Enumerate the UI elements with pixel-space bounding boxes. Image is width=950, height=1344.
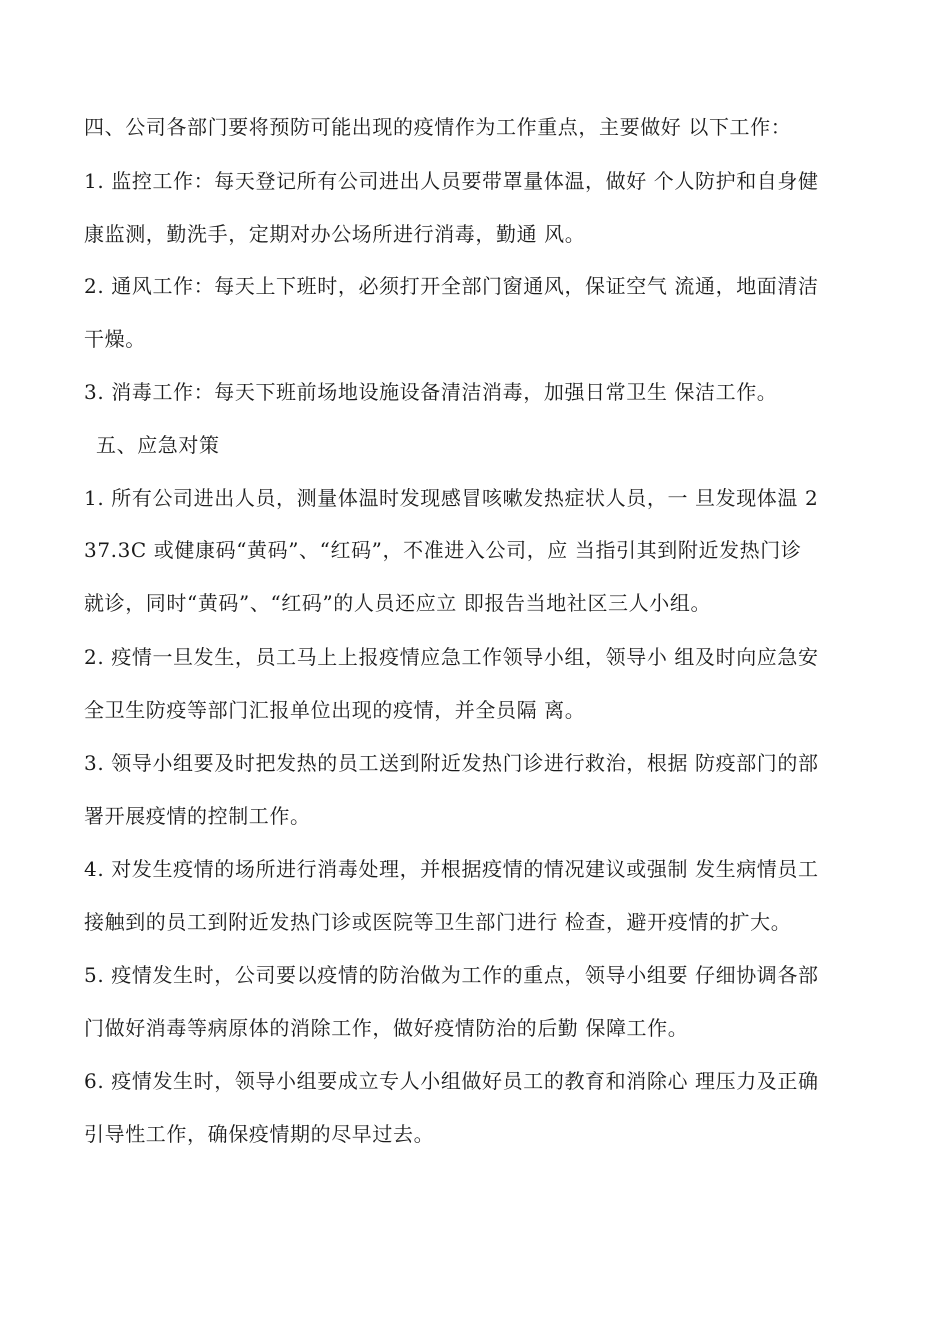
- paragraph-line: 2. 通风工作：每天上下班时，必须打开全部门窗通风，保证空气 流通，地面清洁: [84, 274, 819, 298]
- paragraph-line: 引导性工作，确保疫情期的尽早过去。: [84, 1122, 435, 1146]
- section-heading-4: 四、公司各部门要将预防可能出现的疫情作为工作重点，主要做好 以下工作：: [84, 115, 792, 139]
- paragraph-line: 4. 对发生疫情的场所进行消毒处理，并根据疫情的情况建议或强制 发生病情员工: [84, 857, 819, 881]
- section-heading-5: 五、应急对策: [96, 433, 220, 457]
- paragraph-line: 就诊，同时“黄码”、“红码”的人员还应立 即报告当地社区三人小组。: [84, 591, 712, 615]
- paragraph-line: 1. 所有公司进出人员，测量体温时发现感冒咳嗽发热症状人员，一 旦发现体温 2: [84, 486, 819, 510]
- paragraph-line: 干燥。: [84, 327, 146, 351]
- paragraph-line: 5. 疫情发生时，公司要以疫情的防治做为工作的重点，领导小组要 仔细协调各部: [84, 963, 819, 987]
- paragraph-line: 康监测，勤洗手，定期对办公场所进行消毒，勤通 风。: [84, 222, 586, 246]
- paragraph-line: 3. 消毒工作：每天下班前场地设施设备清洁消毒，加强日常卫生 保洁工作。: [84, 380, 778, 404]
- paragraph-line: 全卫生防疫等部门汇报单位出现的疫情，并全员隔 离。: [84, 698, 586, 722]
- paragraph-line: 6. 疫情发生时，领导小组要成立专人小组做好员工的教育和消除心 理压力及正确: [84, 1069, 819, 1093]
- paragraph-line: 37.3C 或健康码“黄码”、“红码”，不准进入公司，应 当指引其到附近发热门诊: [84, 538, 802, 562]
- paragraph-line: 署开展疫情的控制工作。: [84, 804, 311, 828]
- paragraph-line: 3. 领导小组要及时把发热的员工送到附近发热门诊进行救治，根据 防疫部门的部: [84, 751, 819, 775]
- paragraph-line: 门做好消毒等病原体的消除工作，做好疫情防治的后勤 保障工作。: [84, 1016, 689, 1040]
- paragraph-line: 1. 监控工作：每天登记所有公司进出人员要带罩量体温，做好 个人防护和自身健: [84, 169, 819, 193]
- paragraph-line: 接触到的员工到附近发热门诊或医院等卫生部门进行 检查，避开疫情的扩大。: [84, 910, 792, 934]
- paragraph-line: 2. 疫情一旦发生，员工马上上报疫情应急工作领导小组，领导小 组及时向应急安: [84, 645, 819, 669]
